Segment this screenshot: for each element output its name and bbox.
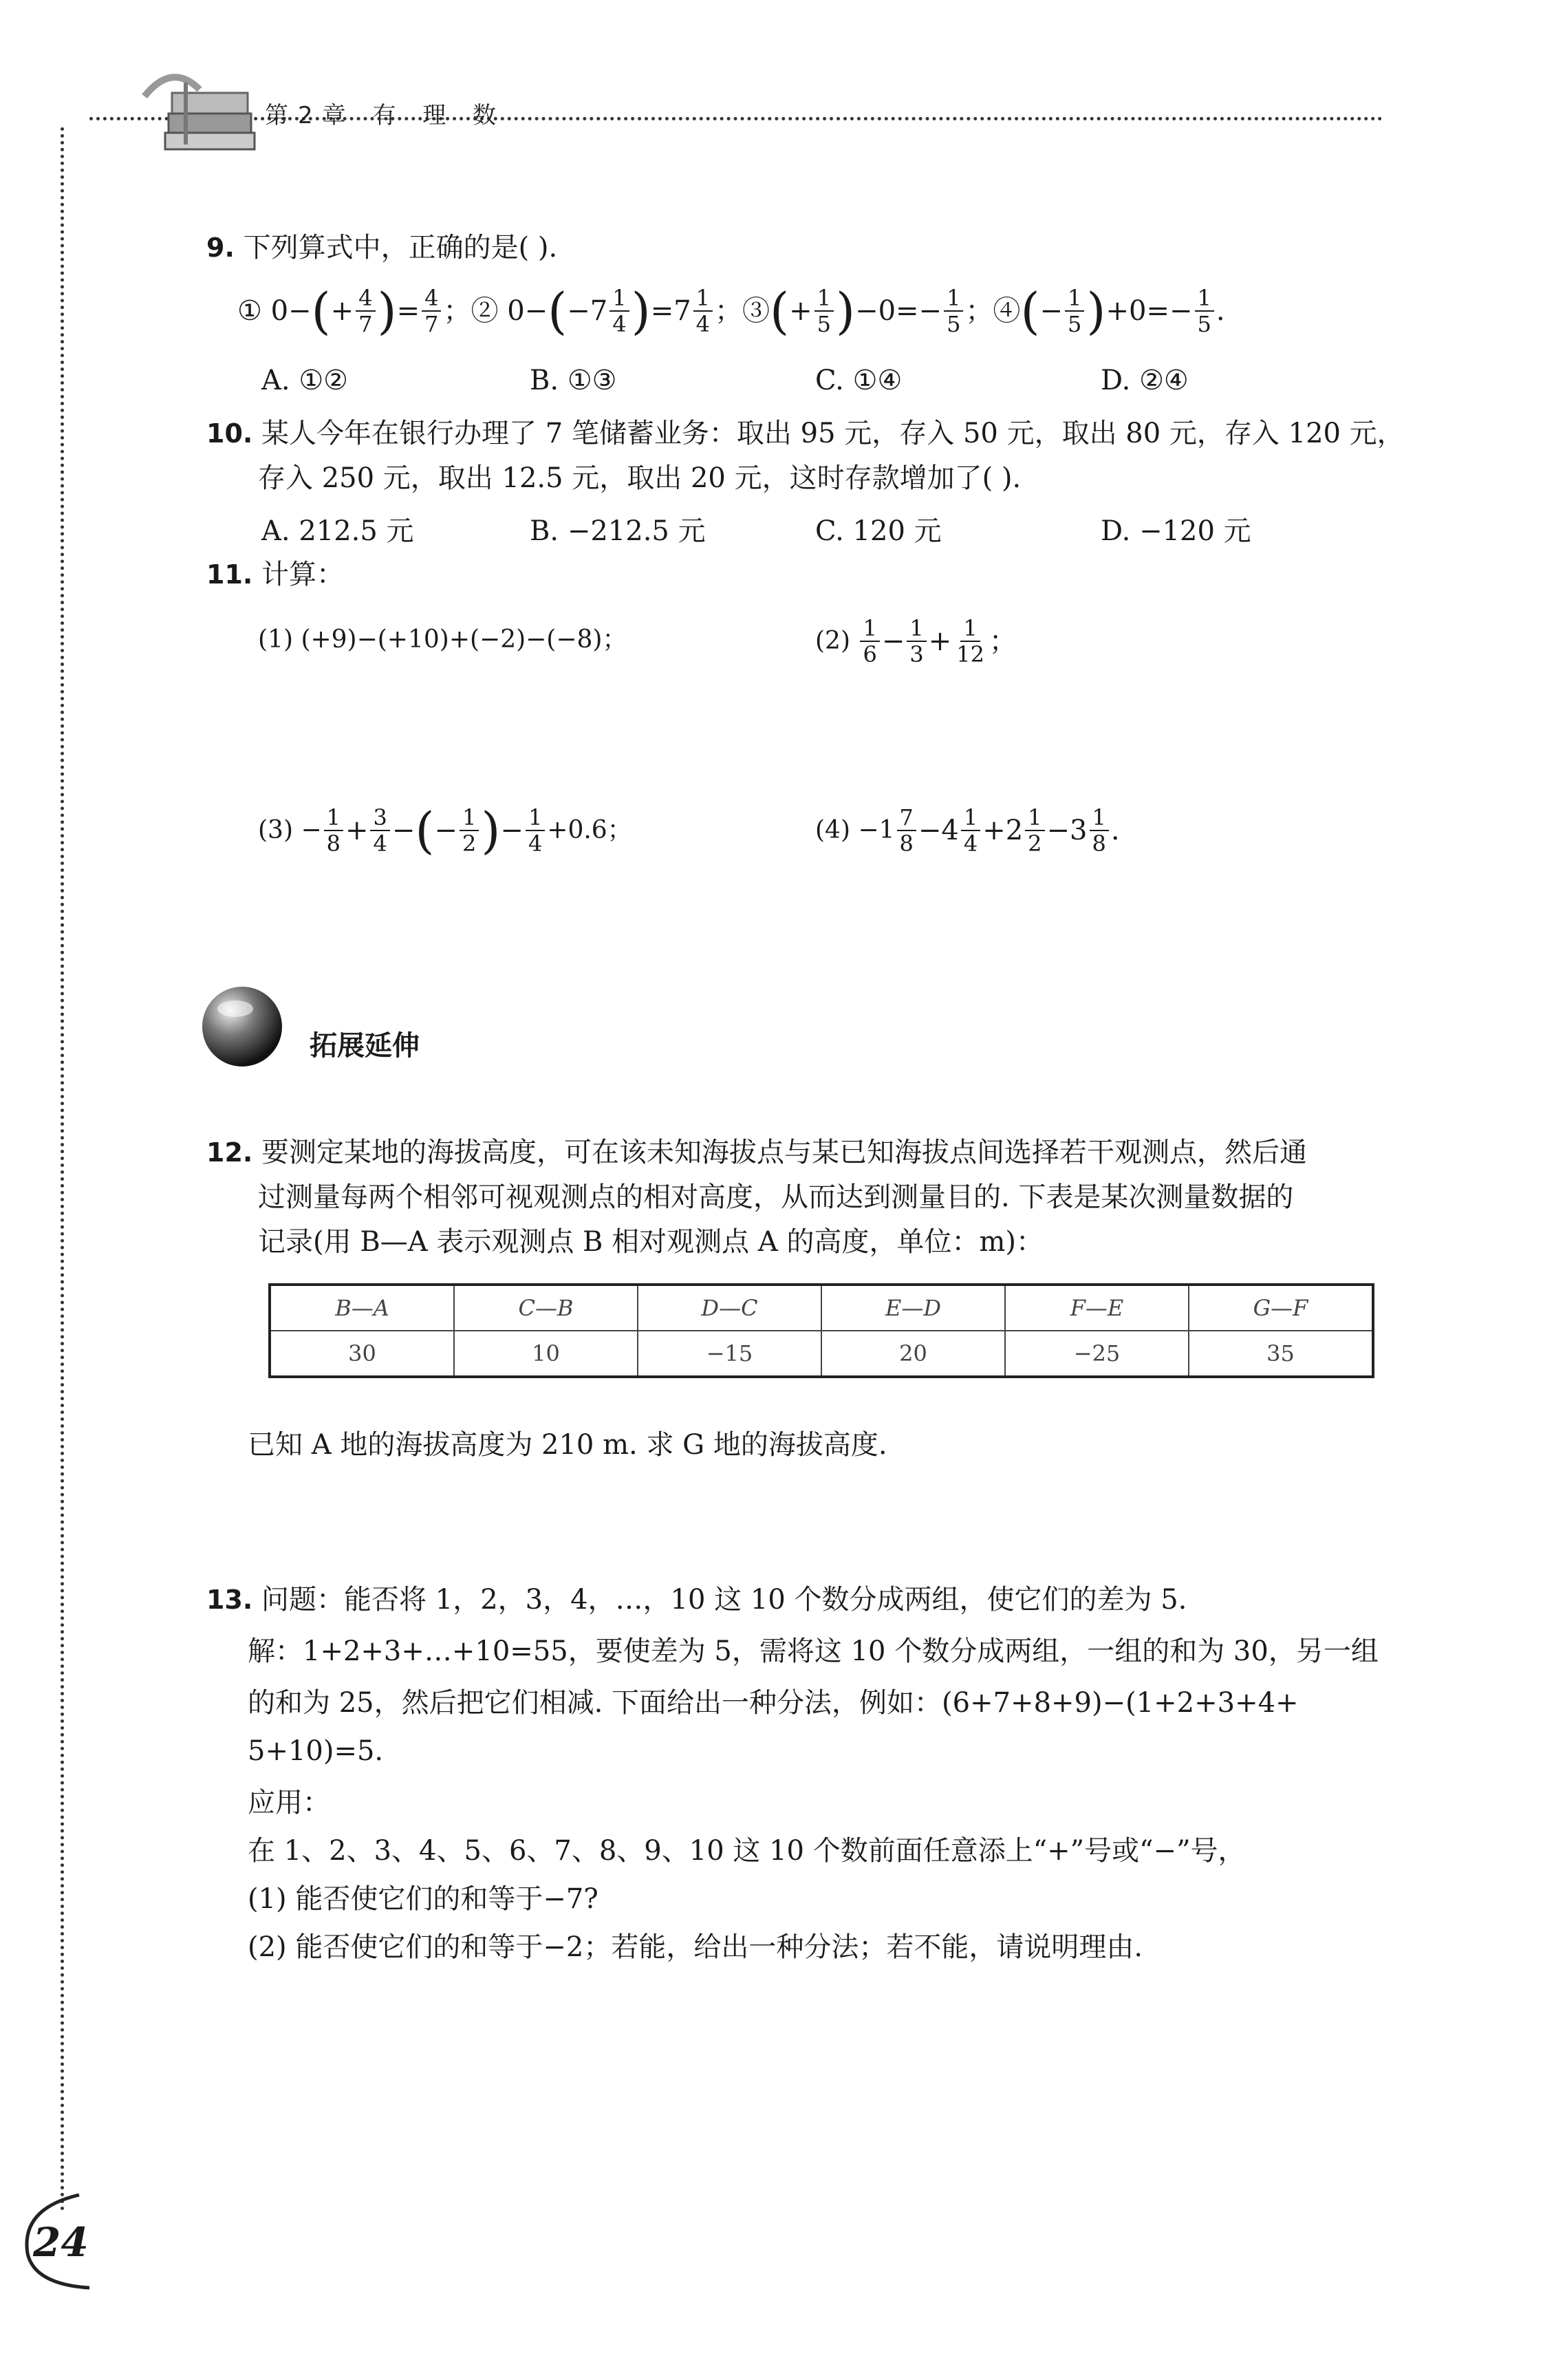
label: (3) − <box>258 816 322 844</box>
expr-text: ① 0− <box>237 295 312 327</box>
fraction <box>814 286 834 336</box>
denominator: 2 <box>462 830 477 857</box>
fraction <box>693 286 713 336</box>
operator: −4 <box>918 815 959 846</box>
section-sphere-icon <box>194 984 290 1073</box>
numerator: 1 <box>944 286 963 312</box>
operator: − <box>391 815 415 846</box>
expr-text: =7 <box>650 295 691 327</box>
question-9-expressions <box>237 282 1225 340</box>
table-header-cell: E—D <box>821 1285 1005 1331</box>
fraction <box>370 805 389 856</box>
right-paren: ) <box>835 282 856 340</box>
left-paren: ( <box>548 282 568 340</box>
question-text: 要测定某地的海拔高度，可在该未知海拔点与某已知海拔点间选择若干观测点，然后通 <box>261 1137 1308 1168</box>
question-number: 11. <box>206 559 253 590</box>
fraction <box>961 805 980 856</box>
measurement-table <box>268 1283 1374 1378</box>
numerator: 3 <box>370 805 389 831</box>
option-c: C. ①④ <box>815 365 903 396</box>
question-text: 计算： <box>261 559 345 590</box>
question-13-line-8: (2) 能否使它们的和等于−2；若能，给出一种分法；若不能，请说明理由. <box>248 1931 1143 1963</box>
option-c: C. 120 元 <box>815 515 942 547</box>
question-13-line-7: (1) 能否使它们的和等于−7? <box>248 1883 598 1915</box>
option-b: B. ①③ <box>530 365 617 396</box>
denominator: 6 <box>863 641 877 667</box>
question-13-line-2: 解：1+2+3+…+10=55，要使差为 5，需将这 10 个数分成两组，一组的和为 30，另一组 <box>248 1636 1379 1667</box>
table-cell: 35 <box>1189 1331 1373 1377</box>
expr-text: + <box>789 295 812 327</box>
question-12-line-2: 过测量每两个相邻可视观测点的相对高度，从而达到测量目的. 下表是某次测量数据的 <box>258 1181 1294 1213</box>
expr-text: ；② 0− <box>443 295 548 327</box>
numerator: 1 <box>814 286 834 312</box>
label: (2) <box>815 627 850 655</box>
measurement-table-grid <box>268 1283 1374 1378</box>
question-13-line-3: 的和为 25，然后把它们相减. 下面给出一种分法，例如：(6+7+8+9)−(1+2+3+4+ <box>248 1687 1299 1719</box>
denominator: 4 <box>373 830 387 857</box>
option-a: A. ①② <box>261 365 349 396</box>
option-d: D. −120 元 <box>1101 515 1251 547</box>
left-paren: ( <box>770 282 790 340</box>
fraction <box>897 805 916 856</box>
numerator: 4 <box>422 286 441 312</box>
question-number: 10. <box>206 418 253 449</box>
subquestion-3 <box>258 802 632 859</box>
question-number: 9. <box>206 233 235 263</box>
question-10-line-1 <box>206 413 1405 454</box>
numerator: 1 <box>960 616 980 642</box>
question-text: 下列算式中，正确的是( ). <box>243 232 558 264</box>
fraction <box>944 286 963 336</box>
question-13-line-6: 在 1、2、3、4、5、6、7、8、9、10 这 10 个数前面任意添上“+”号或“−”号， <box>248 1835 1246 1867</box>
numerator: 1 <box>1025 805 1044 831</box>
left-paren: ( <box>1020 282 1040 340</box>
subquestion-2 <box>815 616 1017 667</box>
right-paren: ) <box>481 802 501 859</box>
denominator: 4 <box>612 311 627 337</box>
question-text: 某人今年在银行办理了 7 笔储蓄业务：取出 95 元，存入 50 元，取出 80 元，存入 120 元， <box>261 418 1405 449</box>
subquestion-1: (1) (+9)−(+10)+(−2)−(−8)； <box>258 625 627 654</box>
fraction <box>860 616 879 667</box>
denominator: 5 <box>947 311 961 337</box>
numerator: 1 <box>961 805 980 831</box>
expr-text: −7 <box>567 295 608 327</box>
question-13-line-1 <box>206 1579 1187 1620</box>
option-a: A. 212.5 元 <box>261 515 414 547</box>
table-row <box>270 1331 1373 1377</box>
operator: . <box>1110 815 1120 846</box>
denominator: 12 <box>956 641 984 667</box>
denominator: 2 <box>1028 830 1042 857</box>
operator: +0.6； <box>547 816 632 844</box>
fraction <box>953 616 987 667</box>
denominator: 5 <box>1197 311 1211 337</box>
fraction <box>356 286 375 336</box>
option-d: D. ②④ <box>1101 365 1189 396</box>
operator: −3 <box>1046 815 1088 846</box>
table-header-cell: C—B <box>454 1285 638 1331</box>
numerator: 7 <box>897 805 916 831</box>
expr-text: . <box>1216 295 1225 327</box>
left-dotted-rule <box>61 127 64 2212</box>
operator: − <box>500 815 524 846</box>
question-number: 12. <box>206 1137 253 1168</box>
table-header-cell: G—F <box>1189 1285 1373 1331</box>
numerator: 4 <box>356 286 375 312</box>
expr-text: +0=− <box>1105 295 1193 327</box>
fraction <box>1090 805 1109 856</box>
question-12-line-1 <box>206 1132 1307 1173</box>
question-10-line-2: 存入 250 元，取出 12.5 元，取出 20 元，这时存款增加了( ). <box>258 462 1022 494</box>
section-title: 拓展延伸 <box>310 1030 420 1062</box>
fraction <box>324 805 343 856</box>
table-cell: −15 <box>638 1331 821 1377</box>
left-paren: ( <box>311 282 331 340</box>
operator: − <box>434 815 457 846</box>
right-paren: ) <box>1086 282 1106 340</box>
table-header-cell: F—E <box>1005 1285 1189 1331</box>
denominator: 8 <box>899 830 914 857</box>
table-cell: 20 <box>821 1331 1005 1377</box>
denominator: 5 <box>817 311 831 337</box>
fraction <box>1025 805 1044 856</box>
numerator: 1 <box>526 805 545 831</box>
operator: + <box>345 815 369 846</box>
expr-text: − <box>1039 295 1064 327</box>
fraction <box>526 805 545 856</box>
fraction <box>907 616 926 667</box>
denominator: 7 <box>424 311 439 337</box>
question-12-line-3: 记录(用 B—A 表示观测点 B 相对观测点 A 的高度，单位：m)： <box>258 1226 1044 1258</box>
question-13-line-5: 应用： <box>248 1787 330 1819</box>
denominator: 4 <box>528 830 543 857</box>
table-header-row <box>270 1285 1373 1331</box>
question-text: 问题：能否将 1，2，3，4，…，10 这 10 个数分成两组，使它们的差为 5. <box>261 1584 1187 1616</box>
question-11-stem <box>206 554 344 595</box>
question-12-tail: 已知 A 地的海拔高度为 210 m. 求 G 地的海拔高度. <box>248 1429 887 1461</box>
denominator: 7 <box>358 311 373 337</box>
numerator: 1 <box>460 805 479 831</box>
question-9-stem <box>206 227 557 268</box>
book-stack-icon <box>131 55 261 151</box>
table-cell: 10 <box>454 1331 638 1377</box>
operator: − <box>881 625 905 657</box>
numerator: 1 <box>860 616 879 642</box>
question-13-line-4: 5+10)=5. <box>248 1735 384 1767</box>
numerator: 1 <box>1195 286 1214 312</box>
right-paren: ) <box>377 282 397 340</box>
numerator: 1 <box>1090 805 1109 831</box>
fraction <box>422 286 441 336</box>
option-b: B. −212.5 元 <box>530 515 706 547</box>
denominator: 5 <box>1068 311 1082 337</box>
expr-text: ；④ <box>965 295 1021 327</box>
denominator: 4 <box>695 311 711 337</box>
operator: +2 <box>982 815 1024 846</box>
question-number: 13. <box>206 1585 253 1615</box>
subquestion-4 <box>815 805 1120 856</box>
numerator: 1 <box>693 286 713 312</box>
fraction <box>1195 286 1214 336</box>
denominator: 8 <box>326 830 341 857</box>
left-paren: ( <box>415 802 435 859</box>
label: (4) −1 <box>815 816 895 844</box>
table-cell: −25 <box>1005 1331 1189 1377</box>
denominator: 3 <box>909 641 924 667</box>
numerator: 1 <box>907 616 926 642</box>
operator: + <box>928 625 952 657</box>
page-number: 24 <box>33 2219 89 2266</box>
table-header-cell: B—A <box>270 1285 454 1331</box>
numerator: 1 <box>1065 286 1084 312</box>
table-header-cell: D—C <box>638 1285 821 1331</box>
operator: ； <box>989 625 1017 657</box>
fraction <box>460 805 479 856</box>
fraction <box>1065 286 1084 336</box>
denominator: 8 <box>1092 830 1106 857</box>
expr-text: = <box>396 295 420 327</box>
expr-text: + <box>330 295 354 327</box>
denominator: 4 <box>963 830 978 857</box>
table-cell: 30 <box>270 1331 454 1377</box>
fraction <box>609 286 629 336</box>
expr-text: −0=− <box>855 295 942 327</box>
right-paren: ) <box>631 282 651 340</box>
expr-text: ；③ <box>715 295 770 327</box>
numerator: 1 <box>609 286 629 312</box>
numerator: 1 <box>324 805 343 831</box>
chapter-header: 第2章 有 理 数 <box>265 102 506 129</box>
